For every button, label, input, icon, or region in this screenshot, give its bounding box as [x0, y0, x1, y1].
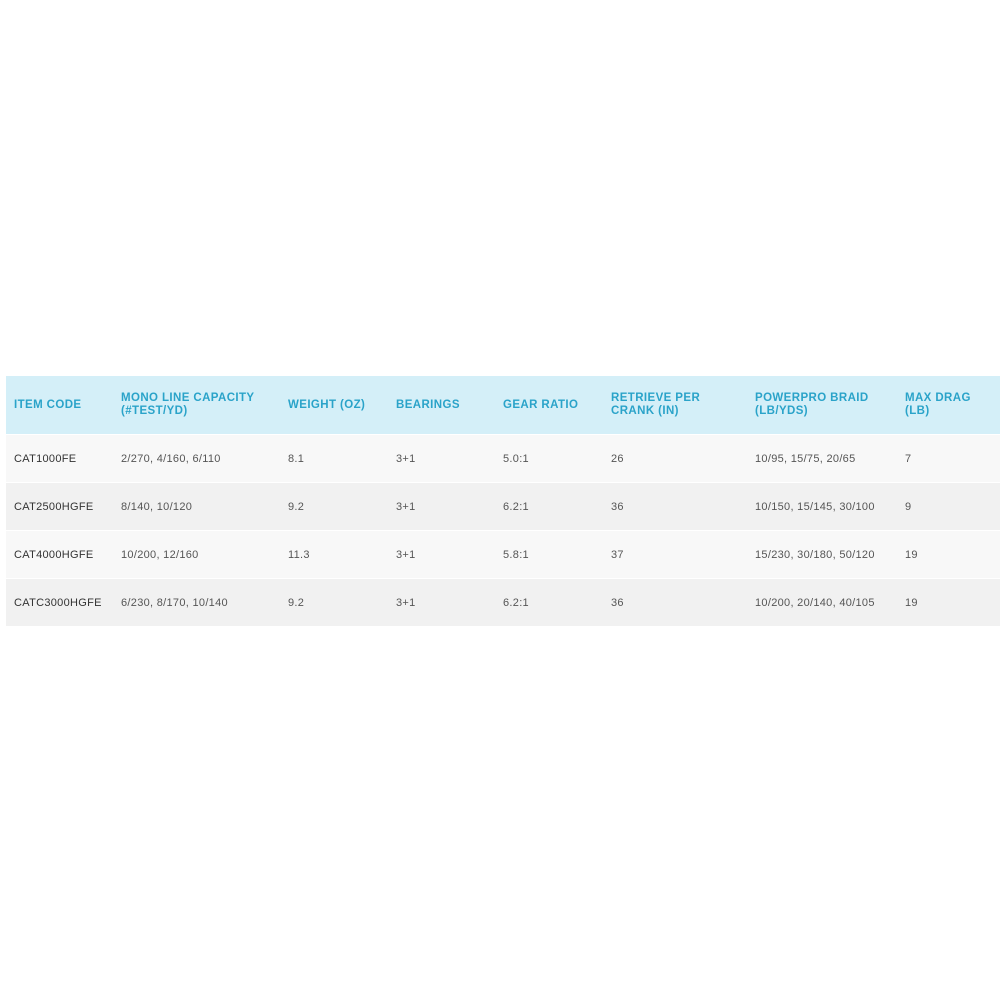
cell-gear-ratio: 6.2:1	[495, 483, 603, 531]
cell-mono-line-capacity: 8/140, 10/120	[113, 483, 280, 531]
header-mono-line-capacity: MONO LINE CAPACITY (#TEST/YD)	[113, 376, 280, 435]
spec-table-container	[6, 376, 1000, 627]
table-row	[6, 531, 1000, 579]
cell-powerpro-braid: 10/200, 20/140, 40/105	[747, 579, 897, 627]
header-item-code: ITEM CODE	[6, 376, 113, 435]
table-row	[6, 579, 1000, 627]
header-weight: WEIGHT (OZ)	[280, 376, 388, 435]
spec-table	[6, 376, 1000, 627]
cell-item-code: CATC3000HGFE	[6, 579, 113, 627]
cell-powerpro-braid: 15/230, 30/180, 50/120	[747, 531, 897, 579]
cell-item-code: CAT4000HGFE	[6, 531, 113, 579]
cell-retrieve-per-crank: 36	[603, 483, 747, 531]
cell-retrieve-per-crank: 26	[603, 435, 747, 483]
cell-weight: 11.3	[280, 531, 388, 579]
header-gear-ratio: GEAR RATIO	[495, 376, 603, 435]
cell-max-drag: 7	[897, 435, 1000, 483]
cell-weight: 9.2	[280, 579, 388, 627]
cell-weight: 9.2	[280, 483, 388, 531]
cell-bearings: 3+1	[388, 579, 495, 627]
cell-powerpro-braid: 10/150, 15/145, 30/100	[747, 483, 897, 531]
cell-retrieve-per-crank: 36	[603, 579, 747, 627]
cell-mono-line-capacity: 10/200, 12/160	[113, 531, 280, 579]
header-retrieve-per-crank: RETRIEVE PER CRANK (IN)	[603, 376, 747, 435]
cell-retrieve-per-crank: 37	[603, 531, 747, 579]
table-body	[6, 435, 1000, 627]
cell-mono-line-capacity: 2/270, 4/160, 6/110	[113, 435, 280, 483]
cell-powerpro-braid: 10/95, 15/75, 20/65	[747, 435, 897, 483]
header-row	[6, 376, 1000, 435]
header-powerpro-braid: POWERPRO BRAID (LB/YDS)	[747, 376, 897, 435]
header-bearings: BEARINGS	[388, 376, 495, 435]
cell-bearings: 3+1	[388, 435, 495, 483]
cell-max-drag: 9	[897, 483, 1000, 531]
cell-item-code: CAT2500HGFE	[6, 483, 113, 531]
cell-max-drag: 19	[897, 579, 1000, 627]
cell-gear-ratio: 5.0:1	[495, 435, 603, 483]
cell-gear-ratio: 6.2:1	[495, 579, 603, 627]
cell-bearings: 3+1	[388, 531, 495, 579]
cell-weight: 8.1	[280, 435, 388, 483]
cell-max-drag: 19	[897, 531, 1000, 579]
cell-mono-line-capacity: 6/230, 8/170, 10/140	[113, 579, 280, 627]
table-row	[6, 435, 1000, 483]
cell-gear-ratio: 5.8:1	[495, 531, 603, 579]
cell-item-code: CAT1000FE	[6, 435, 113, 483]
table-row	[6, 483, 1000, 531]
table-header	[6, 376, 1000, 435]
header-max-drag: MAX DRAG (LB)	[897, 376, 1000, 435]
cell-bearings: 3+1	[388, 483, 495, 531]
